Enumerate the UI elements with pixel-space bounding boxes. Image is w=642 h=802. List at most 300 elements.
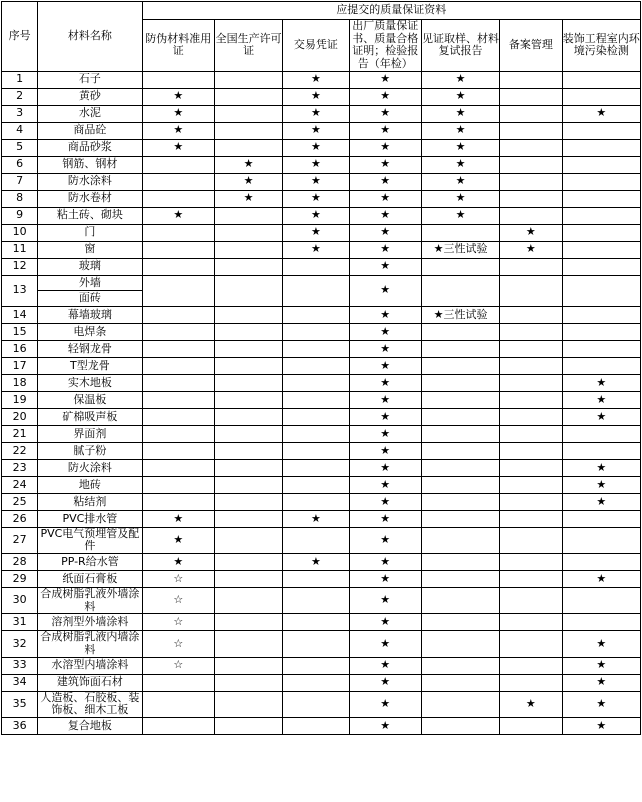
- row-index: 33: [2, 657, 38, 674]
- cell-anti-counterfeit-permit: ☆: [142, 614, 214, 631]
- cell-anti-counterfeit-permit: [142, 241, 214, 258]
- cell-indoor-environment-test: [562, 241, 641, 258]
- material-name: 轻钢龙骨: [38, 340, 142, 357]
- table-row: [2, 408, 641, 425]
- table-row: [2, 241, 641, 258]
- cell-national-production-license: ★: [214, 190, 282, 207]
- cell-filing-management: [500, 258, 562, 275]
- material-name: 矿棉吸声板: [38, 408, 142, 425]
- row-index: 23: [2, 459, 38, 476]
- cell-witness-sampling-retest: [421, 425, 499, 442]
- cell-filing-management: [500, 614, 562, 631]
- column-header-indoor-environment-test: 装饰工程室内环境污染检测: [562, 20, 641, 72]
- cell-filing-management: [500, 156, 562, 173]
- cell-filing-management: [500, 631, 562, 657]
- cell-indoor-environment-test: ★: [562, 717, 641, 734]
- cell-national-production-license: [214, 139, 282, 156]
- cell-witness-sampling-retest: [421, 588, 499, 614]
- cell-indoor-environment-test: ★: [562, 476, 641, 493]
- cell-factory-quality-certificate: ★: [349, 425, 421, 442]
- cell-anti-counterfeit-permit: [142, 425, 214, 442]
- cell-witness-sampling-retest: [421, 674, 499, 691]
- row-index: 6: [2, 156, 38, 173]
- cell-anti-counterfeit-permit: [142, 71, 214, 88]
- cell-witness-sampling-retest: ★: [421, 190, 499, 207]
- cell-witness-sampling-retest: [421, 527, 499, 553]
- material-name: 实木地板: [38, 374, 142, 391]
- cell-national-production-license: [214, 258, 282, 275]
- cell-anti-counterfeit-permit: [142, 173, 214, 190]
- cell-indoor-environment-test: ★: [562, 459, 641, 476]
- row-index: 25: [2, 493, 38, 510]
- cell-indoor-environment-test: [562, 275, 641, 306]
- material-name: 合成树脂乳液外墙涂料: [38, 588, 142, 614]
- table-row: [2, 425, 641, 442]
- table-header-group-row: [2, 2, 641, 20]
- table-row: [2, 139, 641, 156]
- cell-anti-counterfeit-permit: [142, 408, 214, 425]
- row-index: 28: [2, 554, 38, 571]
- column-header-group: 应提交的质量保证资料: [142, 2, 640, 20]
- cell-transaction-voucher: [283, 527, 349, 553]
- row-index: 10: [2, 224, 38, 241]
- cell-witness-sampling-retest: ★: [421, 122, 499, 139]
- cell-witness-sampling-retest: [421, 493, 499, 510]
- cell-transaction-voucher: [283, 323, 349, 340]
- material-name: 防火涂料: [38, 459, 142, 476]
- cell-national-production-license: [214, 88, 282, 105]
- material-name: 玻璃: [38, 258, 142, 275]
- cell-national-production-license: [214, 241, 282, 258]
- table-row: [2, 207, 641, 224]
- cell-witness-sampling-retest: ★: [421, 88, 499, 105]
- cell-factory-quality-certificate: ★: [349, 527, 421, 553]
- table-row: [2, 258, 641, 275]
- cell-transaction-voucher: [283, 258, 349, 275]
- cell-anti-counterfeit-permit: ★: [142, 510, 214, 527]
- column-header-factory-quality-certificate: 出厂质量保证书、质量合格证明；检验报告（年检）: [349, 20, 421, 72]
- cell-factory-quality-certificate: ★: [349, 207, 421, 224]
- cell-witness-sampling-retest: ★: [421, 71, 499, 88]
- material-name: 防水卷材: [38, 190, 142, 207]
- row-index: 11: [2, 241, 38, 258]
- cell-transaction-voucher: [283, 391, 349, 408]
- row-index: 17: [2, 357, 38, 374]
- cell-factory-quality-certificate: ★: [349, 614, 421, 631]
- table-row: [2, 122, 641, 139]
- cell-anti-counterfeit-permit: [142, 190, 214, 207]
- cell-anti-counterfeit-permit: ☆: [142, 571, 214, 588]
- cell-factory-quality-certificate: ★: [349, 306, 421, 323]
- row-index: 34: [2, 674, 38, 691]
- cell-witness-sampling-retest: [421, 459, 499, 476]
- cell-witness-sampling-retest: [421, 691, 499, 717]
- row-index: 18: [2, 374, 38, 391]
- column-header-anti-counterfeit-permit: 防伪材料准用证: [142, 20, 214, 72]
- cell-transaction-voucher: ★: [283, 122, 349, 139]
- cell-filing-management: [500, 510, 562, 527]
- material-name: 人造板、石胶板、装饰板、细木工板: [38, 691, 142, 717]
- table-row: [2, 306, 641, 323]
- cell-indoor-environment-test: ★: [562, 657, 641, 674]
- cell-anti-counterfeit-permit: ★: [142, 527, 214, 553]
- row-index: 35: [2, 691, 38, 717]
- cell-transaction-voucher: [283, 425, 349, 442]
- row-index: 21: [2, 425, 38, 442]
- cell-transaction-voucher: ★: [283, 241, 349, 258]
- material-name: 复合地板: [38, 717, 142, 734]
- cell-transaction-voucher: [283, 275, 349, 306]
- cell-indoor-environment-test: [562, 306, 641, 323]
- cell-national-production-license: [214, 631, 282, 657]
- cell-factory-quality-certificate: ★: [349, 122, 421, 139]
- material-name: 防水涂料: [38, 173, 142, 190]
- cell-national-production-license: [214, 614, 282, 631]
- cell-anti-counterfeit-permit: [142, 717, 214, 734]
- cell-anti-counterfeit-permit: [142, 323, 214, 340]
- cell-filing-management: [500, 717, 562, 734]
- cell-transaction-voucher: ★: [283, 207, 349, 224]
- cell-filing-management: [500, 323, 562, 340]
- cell-national-production-license: [214, 527, 282, 553]
- cell-witness-sampling-retest: [421, 275, 499, 306]
- table-row: [2, 224, 641, 241]
- material-name: 商品砼: [38, 122, 142, 139]
- cell-filing-management: [500, 357, 562, 374]
- cell-transaction-voucher: [283, 493, 349, 510]
- material-name: 钢筋、钢材: [38, 156, 142, 173]
- cell-transaction-voucher: [283, 306, 349, 323]
- cell-factory-quality-certificate: ★: [349, 88, 421, 105]
- cell-factory-quality-certificate: ★: [349, 275, 421, 306]
- table-row: [2, 476, 641, 493]
- table-row: [2, 674, 641, 691]
- table-row: [2, 691, 641, 717]
- cell-anti-counterfeit-permit: ★: [142, 554, 214, 571]
- cell-anti-counterfeit-permit: [142, 275, 214, 306]
- table-row: [2, 156, 641, 173]
- cell-filing-management: [500, 657, 562, 674]
- cell-indoor-environment-test: ★: [562, 571, 641, 588]
- cell-transaction-voucher: [283, 674, 349, 691]
- cell-anti-counterfeit-permit: ★: [142, 122, 214, 139]
- cell-national-production-license: [214, 510, 282, 527]
- cell-witness-sampling-retest: [421, 657, 499, 674]
- material-name: 水溶型内墙涂料: [38, 657, 142, 674]
- cell-filing-management: [500, 554, 562, 571]
- cell-filing-management: ★: [500, 224, 562, 241]
- table-row: [2, 631, 641, 657]
- cell-national-production-license: [214, 306, 282, 323]
- cell-witness-sampling-retest: ★三性试验: [421, 306, 499, 323]
- cell-filing-management: [500, 139, 562, 156]
- cell-witness-sampling-retest: [421, 357, 499, 374]
- column-header-witness-sampling-retest: 见证取样、材料复试报告: [421, 20, 499, 72]
- cell-national-production-license: [214, 122, 282, 139]
- column-header-filing-management: 备案管理: [500, 20, 562, 72]
- cell-indoor-environment-test: [562, 357, 641, 374]
- row-index: 16: [2, 340, 38, 357]
- cell-factory-quality-certificate: ★: [349, 173, 421, 190]
- column-header-transaction-voucher: 交易凭证: [283, 20, 349, 72]
- cell-indoor-environment-test: ★: [562, 374, 641, 391]
- material-name: 建筑饰面石材: [38, 674, 142, 691]
- cell-anti-counterfeit-permit: [142, 374, 214, 391]
- cell-national-production-license: [214, 323, 282, 340]
- cell-indoor-environment-test: [562, 207, 641, 224]
- cell-anti-counterfeit-permit: [142, 493, 214, 510]
- cell-factory-quality-certificate: ★: [349, 258, 421, 275]
- table-row: [2, 374, 641, 391]
- column-header-no: 序号: [2, 2, 38, 72]
- cell-indoor-environment-test: [562, 442, 641, 459]
- cell-witness-sampling-retest: [421, 571, 499, 588]
- cell-filing-management: [500, 122, 562, 139]
- cell-witness-sampling-retest: [421, 258, 499, 275]
- cell-witness-sampling-retest: [421, 510, 499, 527]
- cell-filing-management: [500, 571, 562, 588]
- cell-witness-sampling-retest: [421, 442, 499, 459]
- cell-factory-quality-certificate: ★: [349, 71, 421, 88]
- cell-factory-quality-certificate: ★: [349, 374, 421, 391]
- cell-factory-quality-certificate: ★: [349, 190, 421, 207]
- cell-indoor-environment-test: [562, 139, 641, 156]
- cell-witness-sampling-retest: ★: [421, 105, 499, 122]
- table-row: [2, 527, 641, 553]
- material-name: 门: [38, 224, 142, 241]
- cell-factory-quality-certificate: ★: [349, 631, 421, 657]
- cell-factory-quality-certificate: ★: [349, 323, 421, 340]
- cell-factory-quality-certificate: ★: [349, 391, 421, 408]
- material-name: PVC排水管: [38, 510, 142, 527]
- cell-anti-counterfeit-permit: ★: [142, 105, 214, 122]
- cell-factory-quality-certificate: ★: [349, 408, 421, 425]
- cell-indoor-environment-test: [562, 173, 641, 190]
- table-row: [2, 459, 641, 476]
- cell-national-production-license: [214, 425, 282, 442]
- table-row: [2, 391, 641, 408]
- material-name: 石子: [38, 71, 142, 88]
- cell-indoor-environment-test: [562, 71, 641, 88]
- cell-factory-quality-certificate: ★: [349, 554, 421, 571]
- table-row: [2, 173, 641, 190]
- material-name: [38, 275, 142, 306]
- material-name-line: 面砖: [78, 291, 101, 305]
- cell-national-production-license: [214, 408, 282, 425]
- cell-transaction-voucher: [283, 408, 349, 425]
- table-row: [2, 493, 641, 510]
- row-index: 36: [2, 717, 38, 734]
- cell-witness-sampling-retest: [421, 224, 499, 241]
- row-index: 32: [2, 631, 38, 657]
- cell-anti-counterfeit-permit: [142, 476, 214, 493]
- cell-witness-sampling-retest: [421, 476, 499, 493]
- cell-anti-counterfeit-permit: [142, 156, 214, 173]
- material-name: 商品砂浆: [38, 139, 142, 156]
- material-name: PVC电气预埋管及配件: [38, 527, 142, 553]
- cell-filing-management: [500, 71, 562, 88]
- cell-anti-counterfeit-permit: [142, 258, 214, 275]
- cell-factory-quality-certificate: ★: [349, 139, 421, 156]
- material-name: 黄砂: [38, 88, 142, 105]
- column-header-national-production-license: 全国生产许可证: [214, 20, 282, 72]
- cell-transaction-voucher: [283, 374, 349, 391]
- cell-national-production-license: ★: [214, 156, 282, 173]
- cell-witness-sampling-retest: ★: [421, 156, 499, 173]
- table-row: [2, 357, 641, 374]
- cell-transaction-voucher: [283, 657, 349, 674]
- material-name: 窗: [38, 241, 142, 258]
- cell-transaction-voucher: [283, 571, 349, 588]
- cell-witness-sampling-retest: [421, 631, 499, 657]
- cell-anti-counterfeit-permit: [142, 306, 214, 323]
- cell-factory-quality-certificate: ★: [349, 442, 421, 459]
- cell-factory-quality-certificate: ★: [349, 674, 421, 691]
- material-name: 水泥: [38, 105, 142, 122]
- row-index: 15: [2, 323, 38, 340]
- cell-indoor-environment-test: [562, 258, 641, 275]
- cell-transaction-voucher: [283, 631, 349, 657]
- cell-transaction-voucher: [283, 614, 349, 631]
- cell-anti-counterfeit-permit: [142, 442, 214, 459]
- cell-anti-counterfeit-permit: [142, 340, 214, 357]
- cell-national-production-license: [214, 459, 282, 476]
- cell-witness-sampling-retest: [421, 391, 499, 408]
- cell-anti-counterfeit-permit: ★: [142, 207, 214, 224]
- cell-factory-quality-certificate: ★: [349, 588, 421, 614]
- cell-filing-management: [500, 190, 562, 207]
- cell-factory-quality-certificate: ★: [349, 357, 421, 374]
- row-index: 8: [2, 190, 38, 207]
- row-index: 29: [2, 571, 38, 588]
- cell-indoor-environment-test: [562, 527, 641, 553]
- cell-factory-quality-certificate: ★: [349, 657, 421, 674]
- cell-anti-counterfeit-permit: [142, 691, 214, 717]
- cell-filing-management: [500, 340, 562, 357]
- material-name: T型龙骨: [38, 357, 142, 374]
- row-index: 1: [2, 71, 38, 88]
- cell-anti-counterfeit-permit: ☆: [142, 588, 214, 614]
- row-index: 22: [2, 442, 38, 459]
- table-body: [2, 71, 641, 734]
- cell-filing-management: [500, 207, 562, 224]
- table-row: [2, 657, 641, 674]
- cell-transaction-voucher: ★: [283, 224, 349, 241]
- cell-witness-sampling-retest: ★三性试验: [421, 241, 499, 258]
- cell-filing-management: [500, 527, 562, 553]
- cell-factory-quality-certificate: ★: [349, 571, 421, 588]
- cell-indoor-environment-test: [562, 224, 641, 241]
- cell-indoor-environment-test: [562, 340, 641, 357]
- cell-indoor-environment-test: [562, 122, 641, 139]
- table-row: [2, 190, 641, 207]
- cell-anti-counterfeit-permit: [142, 391, 214, 408]
- quality-assurance-material-table: [1, 1, 641, 735]
- cell-national-production-license: [214, 71, 282, 88]
- row-index: 14: [2, 306, 38, 323]
- cell-indoor-environment-test: ★: [562, 631, 641, 657]
- cell-factory-quality-certificate: ★: [349, 459, 421, 476]
- table-row: [2, 588, 641, 614]
- row-index: 20: [2, 408, 38, 425]
- cell-witness-sampling-retest: [421, 554, 499, 571]
- table-row: [2, 442, 641, 459]
- cell-indoor-environment-test: ★: [562, 691, 641, 717]
- cell-factory-quality-certificate: ★: [349, 691, 421, 717]
- material-name: 腻子粉: [38, 442, 142, 459]
- cell-transaction-voucher: ★: [283, 71, 349, 88]
- material-name: 粘结剂: [38, 493, 142, 510]
- row-index: 4: [2, 122, 38, 139]
- cell-anti-counterfeit-permit: ★: [142, 88, 214, 105]
- column-header-material-name: 材料名称: [38, 2, 142, 72]
- cell-transaction-voucher: [283, 442, 349, 459]
- table-row: [2, 323, 641, 340]
- cell-transaction-voucher: ★: [283, 510, 349, 527]
- cell-national-production-license: [214, 476, 282, 493]
- cell-indoor-environment-test: ★: [562, 391, 641, 408]
- cell-transaction-voucher: [283, 717, 349, 734]
- material-name: 纸面石膏板: [38, 571, 142, 588]
- cell-indoor-environment-test: [562, 156, 641, 173]
- cell-transaction-voucher: [283, 357, 349, 374]
- cell-transaction-voucher: [283, 476, 349, 493]
- table-row: [2, 71, 641, 88]
- cell-national-production-license: ★: [214, 173, 282, 190]
- cell-indoor-environment-test: [562, 88, 641, 105]
- cell-factory-quality-certificate: ★: [349, 493, 421, 510]
- cell-filing-management: [500, 459, 562, 476]
- material-name: 幕墙玻璃: [38, 306, 142, 323]
- cell-indoor-environment-test: [562, 425, 641, 442]
- row-index: 7: [2, 173, 38, 190]
- table-row: [2, 554, 641, 571]
- cell-filing-management: [500, 674, 562, 691]
- cell-national-production-license: [214, 657, 282, 674]
- table-row: [2, 275, 641, 306]
- cell-filing-management: [500, 275, 562, 306]
- row-index: 3: [2, 105, 38, 122]
- material-name: PP-R给水管: [38, 554, 142, 571]
- cell-national-production-license: [214, 554, 282, 571]
- cell-witness-sampling-retest: ★: [421, 207, 499, 224]
- cell-anti-counterfeit-permit: [142, 357, 214, 374]
- row-index: 30: [2, 588, 38, 614]
- table-row: [2, 510, 641, 527]
- cell-national-production-license: [214, 571, 282, 588]
- row-index: 12: [2, 258, 38, 275]
- cell-national-production-license: [214, 224, 282, 241]
- cell-transaction-voucher: ★: [283, 190, 349, 207]
- cell-indoor-environment-test: [562, 614, 641, 631]
- material-name: 保温板: [38, 391, 142, 408]
- cell-factory-quality-certificate: ★: [349, 156, 421, 173]
- cell-national-production-license: [214, 588, 282, 614]
- cell-filing-management: [500, 88, 562, 105]
- cell-indoor-environment-test: [562, 588, 641, 614]
- material-name-line: 外墙: [38, 276, 141, 292]
- cell-transaction-voucher: ★: [283, 105, 349, 122]
- cell-filing-management: [500, 588, 562, 614]
- cell-indoor-environment-test: [562, 190, 641, 207]
- material-name: 界面剂: [38, 425, 142, 442]
- cell-national-production-license: [214, 357, 282, 374]
- cell-filing-management: ★: [500, 691, 562, 717]
- cell-indoor-environment-test: ★: [562, 408, 641, 425]
- cell-anti-counterfeit-permit: [142, 459, 214, 476]
- cell-transaction-voucher: [283, 340, 349, 357]
- row-index: 27: [2, 527, 38, 553]
